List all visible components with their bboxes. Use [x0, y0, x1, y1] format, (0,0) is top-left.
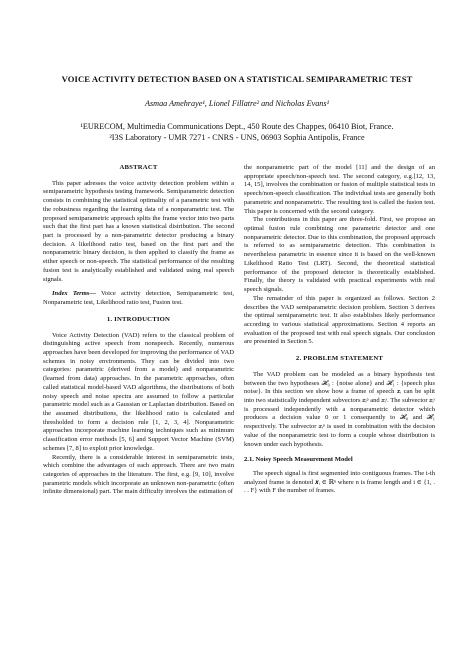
paper-authors: Asmaa Amehraye¹, Lionel Fillatre² and Nicholas Evans¹: [144, 99, 330, 108]
remainder-paragraph: The remainder of this paper is organized as follows. Section 2 describes the VAD semiparametric decision problem. Section 3 derives the optimal semiparametric test. It also establishes likely performance according to various statistical approximations. Section 4 reports an evaluation of the proposed test with real speech signals. Our conclusion are presented in Section 5.: [244, 294, 435, 346]
abstract-heading: ABSTRACT: [119, 164, 158, 171]
left-column: [43, 164, 234, 497]
introduction-continued: the nonparametric part of the model [11] and the design of an appropriate speech/non-speech test. The second category, e.g.[12, 13, 14, 15], involves the combination or fusion of multiple statistical tests in speech/non-speech classification. The individual tests are generally both parametric and nonparametric. The resulting test is called the fusion test. This paper is concerned with the second category.: [244, 164, 435, 215]
index-terms-label: Index Terms—: [52, 290, 96, 298]
abstract-text: This paper adresses the voice activity detection problem within a semiparametric hypothesis testing framework. Semiparametric detection consists in combining the statistical optimality of a parametric test with the robustness regarding the learning data of a nonparametric test. The proposed semiparametric approach splits the frame vector into two parts such that the first part has a known statistical distribution. The second part is processed by a non-parametric detector producing a binary decision. A likelihood ratio test, based on the first part and the nonparametric binary decision, is then applied to classify the frame as either speech or non-speech. The statistical performance of the resulting fusion test is analytically established and validated using real speech signals.: [43, 179, 234, 283]
affiliations: [0, 121, 474, 143]
problem-statement-heading: 2. PROBLEM STATEMENT: [295, 355, 384, 363]
noisy-speech-model-paragraph: The speech signal is first segmented into contiguous frames. The i-th analyzed frame is denoted 𝒙ᵢ ∈ ℝⁿ where n is frame length and i ∈ {1, . . . F} with F the number of frames.: [244, 470, 435, 495]
right-column: [244, 164, 435, 496]
introduction-paragraph-1: Voice Activity Detection (VAD) refers to the classical problem of distinguishing active speech from nonspeech. Recently, numerous approaches have been developed for improving the performance of VAD schemes in noisy environments. They can be divided into two categories: parametric (derived from a model) and nonparametric (learned from data) approaches. In the parametric approaches, often called statistical model-based VAD algorithms, the distributions of both noisy speech and noise spectra are assumed to follow a particular parametric model such as a Gaussian or Laplacian distribution. Based on the assumed distributions, the likelihood ratio is calculated and thresholded to form a decision rule [1, 2, 3, 4]. Nonparametric approaches incorporate machine learning techniques such as minimum classification error methods [5, 6] and Support Vector Machine (SVM) schemes [7, 8] to exploit prior knowledge.: [43, 331, 234, 452]
affiliation-2: ²I3S Laboratory - UMR 7271 - CNRS - UNS, 06903 Sophia Antipolis, France: [109, 133, 365, 142]
paper-title: VOICE ACTIVITY DETECTION BASED ON A STATISTICAL SEMIPARAMETRIC TEST: [61, 74, 413, 84]
contributions-paragraph: The contributions in this paper are three-fold. First, we propose an optimal fusion rule combining one parametric detector and one nonparametric detector. Due to this combination, the proposed approach is referred to as semiparametric detection. This combination is nevertheless parametric in essence since it is based on the well-known Likelihood Ratio Test (LRT). Second, the theoretical statistical performance of the proposed detector is theoretically established. Finally, the theory is validated with practical experiments with real speech signals.: [244, 216, 435, 294]
introduction-heading: 1. INTRODUCTION: [106, 315, 171, 323]
introduction-paragraph-2: Recently, there is a considerable interest in semiparametric tests, which combine the advantages of each approach. There are two main categories of approaches in the literature. The first, e.g. [9, 10], involve parametric models which incorporate an unknown non-parametric (often infinite dimensional) part. The main difficulty involves the estimation of: [43, 453, 234, 496]
index-terms-text: Voice activity detection, Semiparametric test, Nonparametric test, Likelihood ratio test, Fusion test.: [43, 290, 234, 307]
index-terms: [43, 290, 234, 307]
problem-statement-paragraph: The VAD problem can be modeled as a binary hypothesis test between the two hypotheses 𝓗₀ : {noise alone} and 𝓗₁ : {speech plus noise}. In this section we show how a frame of speech 𝒙ᵢ can be split into two statistically independent subvectors 𝒙ᵢᵖ and 𝒙ᵢˢ. The subvector 𝒙ᵢˢ is processed independently with a nonparametric detector which produces a decision value 0 or 1 consequently to 𝓗₀ and 𝓗₁ respectively. The subvector 𝒙ᵢᵖ is used in combination with the decision value of the nonparametric test to form a couple whose distribution is known under each hypothesis.: [244, 370, 435, 448]
affiliation-1: ¹EURECOM, Multimedia Communications Dept., 450 Route des Chappes, 06410 Biot, France.: [80, 122, 394, 131]
noisy-speech-model-heading: 2.1. Noisy Speech Measurement Model: [244, 456, 353, 464]
